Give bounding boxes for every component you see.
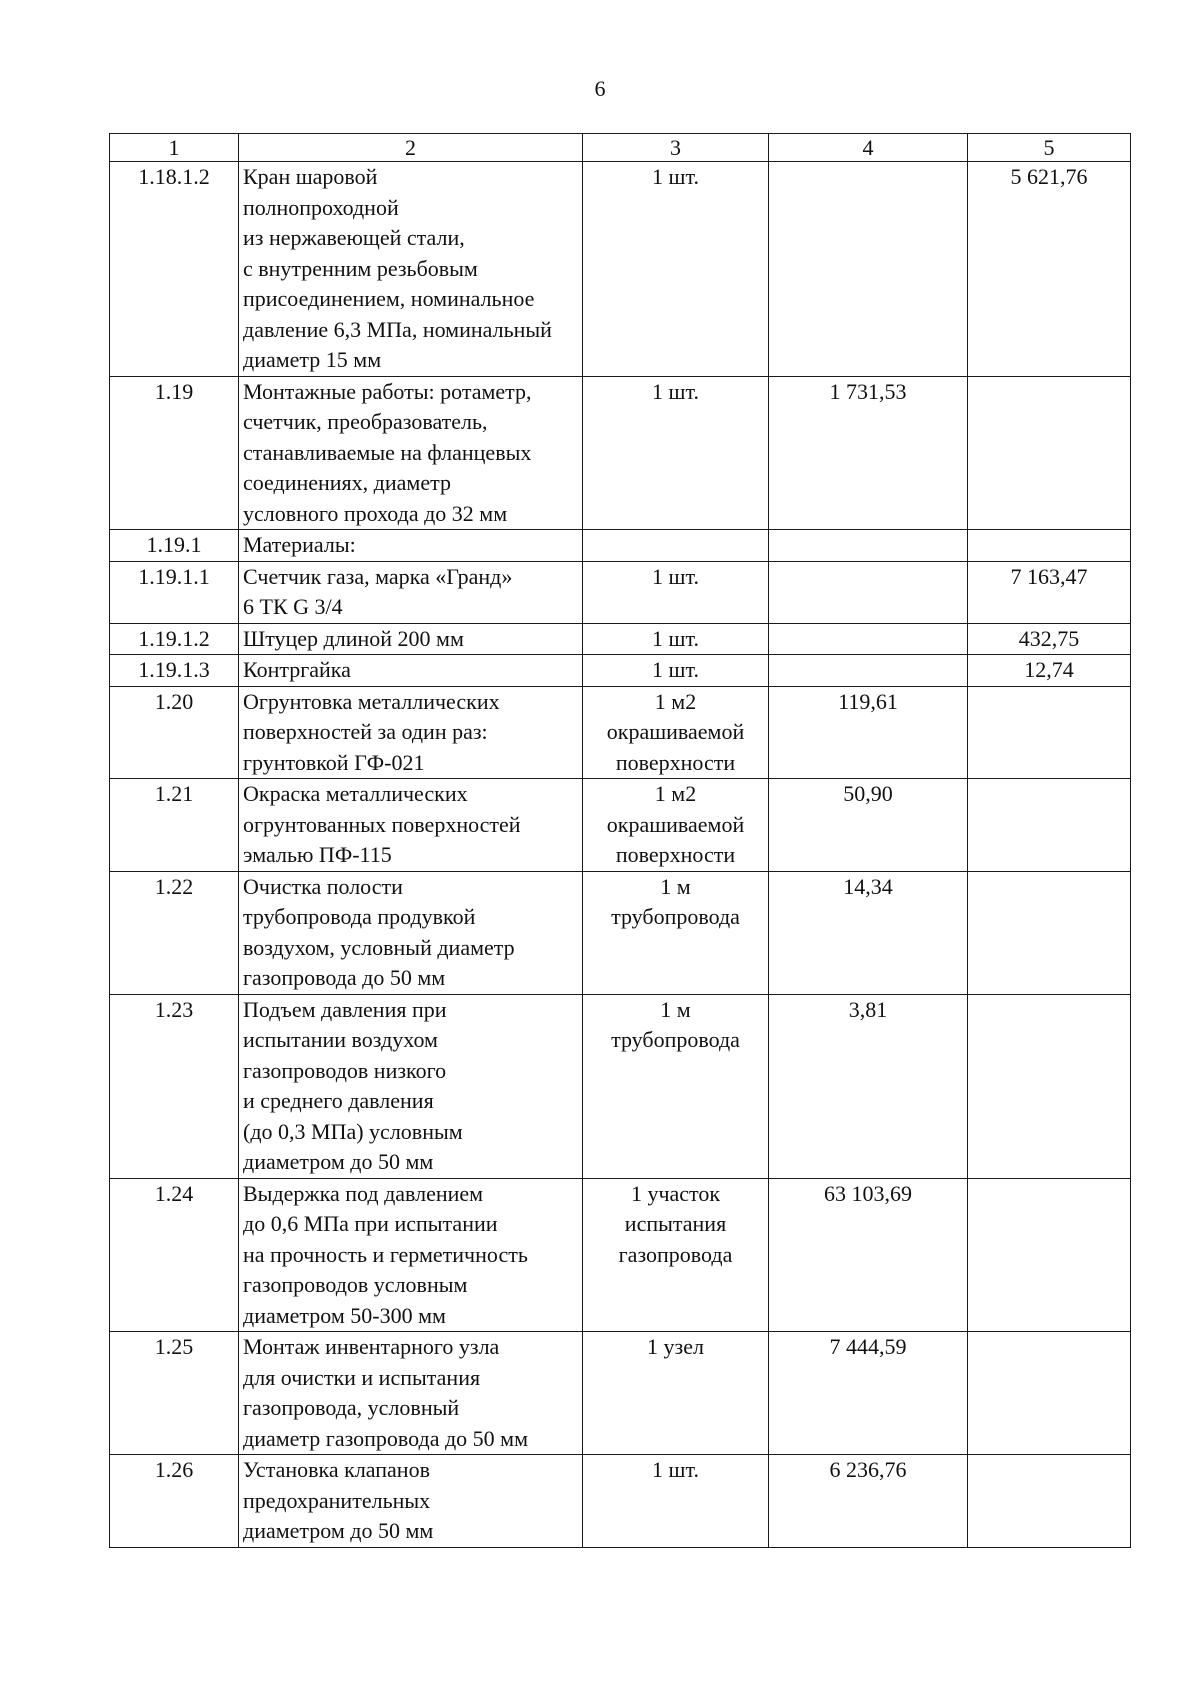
item-material-price: 7 163,47	[968, 561, 1131, 623]
item-unit: 1 м трубопровода	[583, 871, 769, 994]
item-work-price: 119,61	[769, 686, 968, 779]
item-unit: 1 м2 окрашиваемой поверхности	[583, 779, 769, 872]
item-description: Кран шаровой полнопроходной из нержавеющей стали, с внутренним резьбовым присоединением, номинальное давление 6,3 МПа, номинальный диаметр 15 мм	[239, 162, 583, 377]
item-description: Счетчик газа, марка «Гранд» 6 ТК G 3/4	[239, 561, 583, 623]
item-material-price	[968, 530, 1131, 562]
item-number: 1.19.1.2	[110, 623, 239, 655]
item-number: 1.18.1.2	[110, 162, 239, 377]
table-header-row	[110, 134, 1131, 162]
table-row	[110, 561, 1131, 623]
item-work-price	[769, 561, 968, 623]
item-work-price: 14,34	[769, 871, 968, 994]
table-row	[110, 779, 1131, 872]
item-number: 1.26	[110, 1455, 239, 1548]
item-work-price	[769, 655, 968, 687]
price-table-body	[110, 134, 1131, 1548]
item-description: Монтажные работы: ротаметр, счетчик, преобразователь, станавливаемые на фланцевых соединениях, диаметр условного прохода до 32 мм	[239, 376, 583, 530]
item-material-price: 432,75	[968, 623, 1131, 655]
table-row	[110, 686, 1131, 779]
item-description: Монтаж инвентарного узла для очистки и испытания газопровода, условный диаметр газопровода до 50 мм	[239, 1332, 583, 1455]
column-header: 4	[769, 134, 968, 162]
item-material-price	[968, 1178, 1131, 1332]
item-work-price: 3,81	[769, 994, 968, 1178]
item-unit: 1 шт.	[583, 623, 769, 655]
item-number: 1.22	[110, 871, 239, 994]
item-number: 1.21	[110, 779, 239, 872]
item-work-price: 6 236,76	[769, 1455, 968, 1548]
item-number: 1.25	[110, 1332, 239, 1455]
table-row	[110, 530, 1131, 562]
item-work-price: 1 731,53	[769, 376, 968, 530]
item-work-price	[769, 530, 968, 562]
table-row	[110, 994, 1131, 1178]
item-description: Установка клапанов предохранительных диаметром до 50 мм	[239, 1455, 583, 1548]
item-number: 1.19.1.1	[110, 561, 239, 623]
item-description: Огрунтовка металлических поверхностей за один раз: грунтовкой ГФ-021	[239, 686, 583, 779]
item-material-price	[968, 994, 1131, 1178]
column-header: 2	[239, 134, 583, 162]
item-unit: 1 шт.	[583, 162, 769, 377]
column-header: 1	[110, 134, 239, 162]
item-unit: 1 шт.	[583, 376, 769, 530]
item-material-price	[968, 779, 1131, 872]
table-row	[110, 871, 1131, 994]
item-material-price	[968, 1332, 1131, 1455]
price-table	[109, 133, 1131, 1548]
item-material-price	[968, 1455, 1131, 1548]
table-row	[110, 162, 1131, 377]
item-unit: 1 участок испытания газопровода	[583, 1178, 769, 1332]
item-work-price: 50,90	[769, 779, 968, 872]
item-description: Контргайка	[239, 655, 583, 687]
item-description: Очистка полости трубопровода продувкой воздухом, условный диаметр газопровода до 50 мм	[239, 871, 583, 994]
item-number: 1.24	[110, 1178, 239, 1332]
item-work-price: 7 444,59	[769, 1332, 968, 1455]
item-number: 1.19.1	[110, 530, 239, 562]
item-description: Выдержка под давлением до 0,6 МПа при испытании на прочность и герметичность газопроводов условным диаметром 50-300 мм	[239, 1178, 583, 1332]
page-number: 6	[594, 76, 606, 101]
table-row	[110, 1455, 1131, 1548]
item-number: 1.19	[110, 376, 239, 530]
item-work-price: 63 103,69	[769, 1178, 968, 1332]
item-work-price	[769, 623, 968, 655]
item-unit: 1 шт.	[583, 561, 769, 623]
item-unit: 1 шт.	[583, 1455, 769, 1548]
item-work-price	[769, 162, 968, 377]
item-unit: 1 м трубопровода	[583, 994, 769, 1178]
item-unit: 1 шт.	[583, 655, 769, 687]
item-description: Окраска металлических огрунтованных поверхностей эмалью ПФ-115	[239, 779, 583, 872]
item-number: 1.23	[110, 994, 239, 1178]
item-number: 1.20	[110, 686, 239, 779]
item-unit: 1 м2 окрашиваемой поверхности	[583, 686, 769, 779]
item-material-price	[968, 686, 1131, 779]
table-row	[110, 376, 1131, 530]
item-material-price	[968, 871, 1131, 994]
item-description: Материалы:	[239, 530, 583, 562]
item-unit	[583, 530, 769, 562]
column-header: 5	[968, 134, 1131, 162]
item-material-price: 12,74	[968, 655, 1131, 687]
item-number: 1.19.1.3	[110, 655, 239, 687]
table-row	[110, 623, 1131, 655]
item-material-price: 5 621,76	[968, 162, 1131, 377]
item-unit: 1 узел	[583, 1332, 769, 1455]
table-row	[110, 1178, 1131, 1332]
table-row	[110, 655, 1131, 687]
item-description: Подъем давления при испытании воздухом газопроводов низкого и среднего давления (до 0,3 МПа) условным диаметром до 50 мм	[239, 994, 583, 1178]
table-row	[110, 1332, 1131, 1455]
item-description: Штуцер длиной 200 мм	[239, 623, 583, 655]
column-header: 3	[583, 134, 769, 162]
item-material-price	[968, 376, 1131, 530]
